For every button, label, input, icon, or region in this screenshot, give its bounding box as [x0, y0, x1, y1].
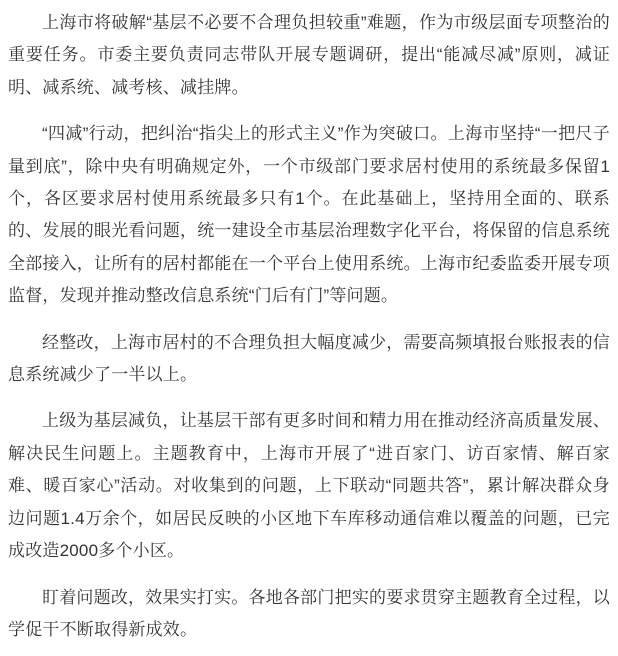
article-paragraph: 上级为基层减负，让基层干部有更多时间和精力用在推动经济高质量发展、解决民生问题上。主题教育中，上海市开展了“进百家门、访百家情、解百家难、暖百家心”活动。对收集到的问题，上下联动“同题共答”，累计解决群众身边问题1.4万余个，如居民反映的小区地下车库移动通信难以覆盖的问题，已完成改造2000多个小区。 [8, 411, 610, 561]
article-paragraph: 上海市将破解“基层不必要不合理负担较重”难题，作为市级层面专项整治的重要任务。市委主要负责同志带队开展专题调研，提出“能减尽减”原则，减证明、减系统、减考核、减挂牌。 [8, 13, 610, 97]
article-paragraph: 盯着问题改，效果实打实。各地各部门把实的要求贯穿主题教育全过程，以学促干不断取得新成效。 [8, 587, 610, 639]
article-paragraph: “四减”行动，把纠治“指尖上的形式主义”作为突破口。上海市坚持“一把尺子量到底”，除中央有明确规定外，一个市级部门要求居村使用的系统最多保留1个，各区要求居村使用系统最多只有1个。在此基础上，坚持用全面的、联系的、发展的眼光看问题，统一建设全市基层治理数字化平台，将保留的信息系统全部接入，让所有的居村都能在一个平台上使用系统。上海市纪委监委开展专项监督，发现并推动整改信息系统“门后有门”等问题。 [8, 124, 610, 306]
article-paragraph: 经整改，上海市居村的不合理负担大幅度减少，需要高频填报台账报表的信息系统减少了一半以上。 [8, 332, 610, 385]
